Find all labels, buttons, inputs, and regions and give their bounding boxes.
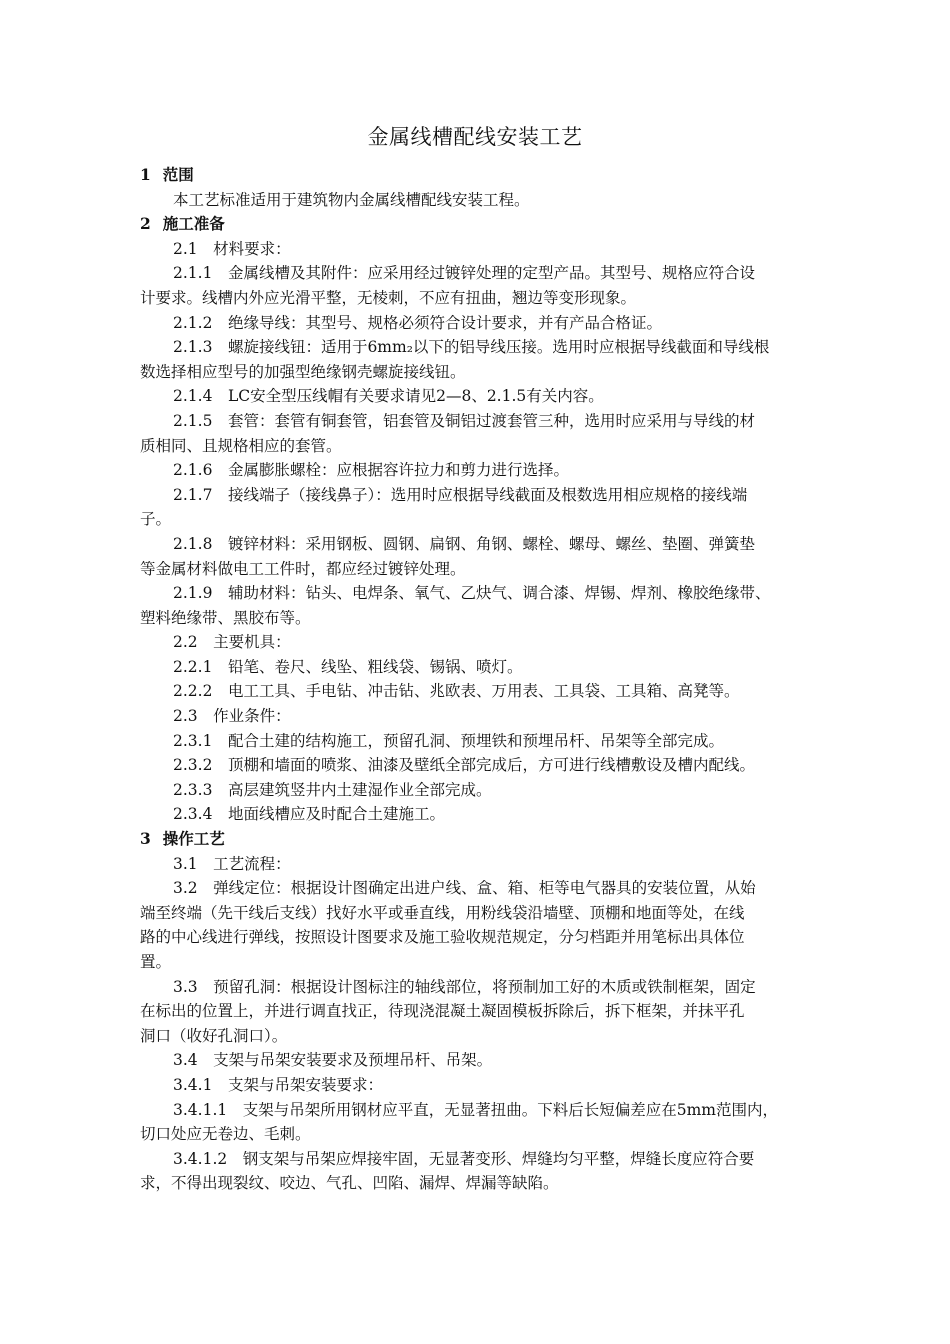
paragraph-line: 2.3.2 顶棚和墙面的喷浆、油漆及壁纸全部完成后，方可进行线槽敷设及槽内配线。 — [173, 756, 755, 775]
section-number: 2 — [140, 214, 151, 234]
paragraph-line: 2.3.1 配合土建的结构施工，预留孔洞、预埋铁和预埋吊杆、吊架等全部完成。 — [173, 731, 724, 750]
paragraph-line: 2.1.3 螺旋接线钮：适用于6mm₂以下的铝导线压接。选用时应根据导线截面和导线根 — [173, 338, 770, 357]
paragraph-line: 3.4 支架与吊架安装要求及预埋吊杆、吊架。 — [173, 1051, 493, 1070]
section-number: 1 — [140, 165, 151, 184]
paragraph-line: 2.1.2 绝缘导线：其型号、规格必须符合设计要求，并有产品合格证。 — [173, 313, 662, 332]
document-title: 金属线槽配线安装工艺 — [367, 125, 583, 149]
section-title: 范围 — [162, 165, 194, 184]
section-number: 3 — [140, 829, 151, 849]
paragraph-line: 2.1.7 接线端子（接线鼻子）：选用时应根据导线截面及根数选用相应规格的接线端 — [173, 485, 748, 504]
paragraph-line: 2.1.6 金属膨胀螺栓：应根据容许拉力和剪力进行选择。 — [173, 461, 569, 480]
paragraph-continuation-line: 路的中心线进行弹线，按照设计图要求及施工验收规范规定，分匀档距并用笔标出具体位 — [140, 928, 745, 947]
paragraph-line: 2.3.3 高层建筑竖井内土建湿作业全部完成。 — [173, 780, 492, 799]
section-heading — [140, 163, 828, 188]
paragraph-line: 2.1 材料要求： — [173, 239, 291, 258]
paragraph-continuation-line: 在标出的位置上，并进行调直找正，待现浇混凝土凝固模板拆除后，拆下框架，并抹平孔 — [140, 1002, 745, 1021]
paragraph-continuation-line: 洞口（收好孔洞口）。 — [140, 1026, 288, 1045]
paragraph-line: 2.3.4 地面线槽应及时配合土建施工。 — [173, 805, 445, 824]
paragraph-line: 3.4.1.2 钢支架与吊架应焊接牢固，无显著变形、焊缝均匀平整，焊缝长度应符合要 — [173, 1149, 755, 1168]
paragraph-line: 本工艺标准适用于建筑物内金属线槽配线安装工程。 — [173, 190, 530, 209]
section-title: 操作工艺 — [162, 829, 225, 849]
paragraph-continuation-line: 切口处应无卷边、毛刺。 — [140, 1125, 311, 1144]
paragraph-continuation-line: 置。 — [140, 953, 172, 971]
paragraph-line: 2.1.1 金属线槽及其附件：应采用经过镀锌处理的定型产品。其型号、规格应符合设 — [173, 264, 755, 283]
paragraph-line: 3.2 弹线定位：根据设计图确定出进户线、盒、箱、柜等电气器具的安装位置，从始 — [173, 879, 756, 898]
paragraph-continuation-line: 端至终端（先干线后支线）找好水平或垂直线，用粉线袋沿墙壁、顶棚和地面等处，在线 — [140, 903, 745, 922]
section-heading — [140, 827, 828, 852]
paragraph-continuation-line: 等金属材料做电工工件时，都应经过镀锌处理。 — [140, 559, 466, 578]
paragraph-line: 2.2.1 铅笔、卷尺、线坠、粗线袋、锡锅、喷灯。 — [173, 657, 523, 676]
paragraph-line: 3.3 预留孔洞：根据设计图标注的轴线部位，将预制加工好的木质或铁制框架，固定 — [173, 977, 756, 996]
paragraph-line: 2.3 作业条件： — [173, 707, 291, 726]
paragraph-line: 2.1.5 套管：套管有铜套管，铝套管及铜铝过渡套管三种，选用时应采用与导线的材 — [173, 411, 755, 430]
paragraph-line: 2.1.9 辅助材料：钻头、电焊条、氧气、乙炔气、调合漆、焊锡、焊剂、橡胶绝缘带、 — [173, 584, 771, 603]
paragraph-line: 2.2 主要机具： — [173, 633, 291, 652]
paragraph-line: 3.1 工艺流程： — [173, 854, 291, 873]
paragraph-continuation-line: 子。 — [140, 510, 172, 529]
paragraph-continuation-line: 塑料绝缘带、黑胶布等。 — [140, 608, 311, 627]
paragraph-continuation-line: 计要求。线槽内外应光滑平整，无棱刺，不应有扭曲，翘边等变形现象。 — [140, 288, 637, 307]
section-title: 施工准备 — [162, 214, 225, 234]
paragraph-line: 3.4.1.1 支架与吊架所用钢材应平直，无显著扭曲。下料后长短偏差应在5mm范围内， — [173, 1100, 778, 1119]
document-body — [140, 163, 828, 1196]
paragraph-line: 2.2.2 电工工具、手电钻、冲击钻、兆欧表、万用表、工具袋、工具箱、高凳等。 — [173, 682, 740, 701]
paragraph-line: 3.4.1 支架与吊架安装要求： — [173, 1075, 383, 1094]
paragraph-line: 2.1.8 镀锌材料：采用钢板、圆钢、扁钢、角钢、螺栓、螺母、螺丝、垫圈、弹簧垫 — [173, 534, 755, 553]
paragraph-line: 2.1.4 LC安全型压线帽有关要求请见2—8、2.1.5有关内容。 — [173, 387, 604, 406]
paragraph-continuation-line: 求，不得出现裂纹、咬边、气孔、凹陷、漏焊、焊漏等缺陷。 — [140, 1174, 559, 1193]
paragraph-continuation-line: 质相同、且规格相应的套管。 — [140, 436, 342, 455]
section-heading — [140, 212, 828, 237]
paragraph-continuation-line: 数选择相应型号的加强型绝缘钢壳螺旋接线钮。 — [140, 362, 466, 381]
